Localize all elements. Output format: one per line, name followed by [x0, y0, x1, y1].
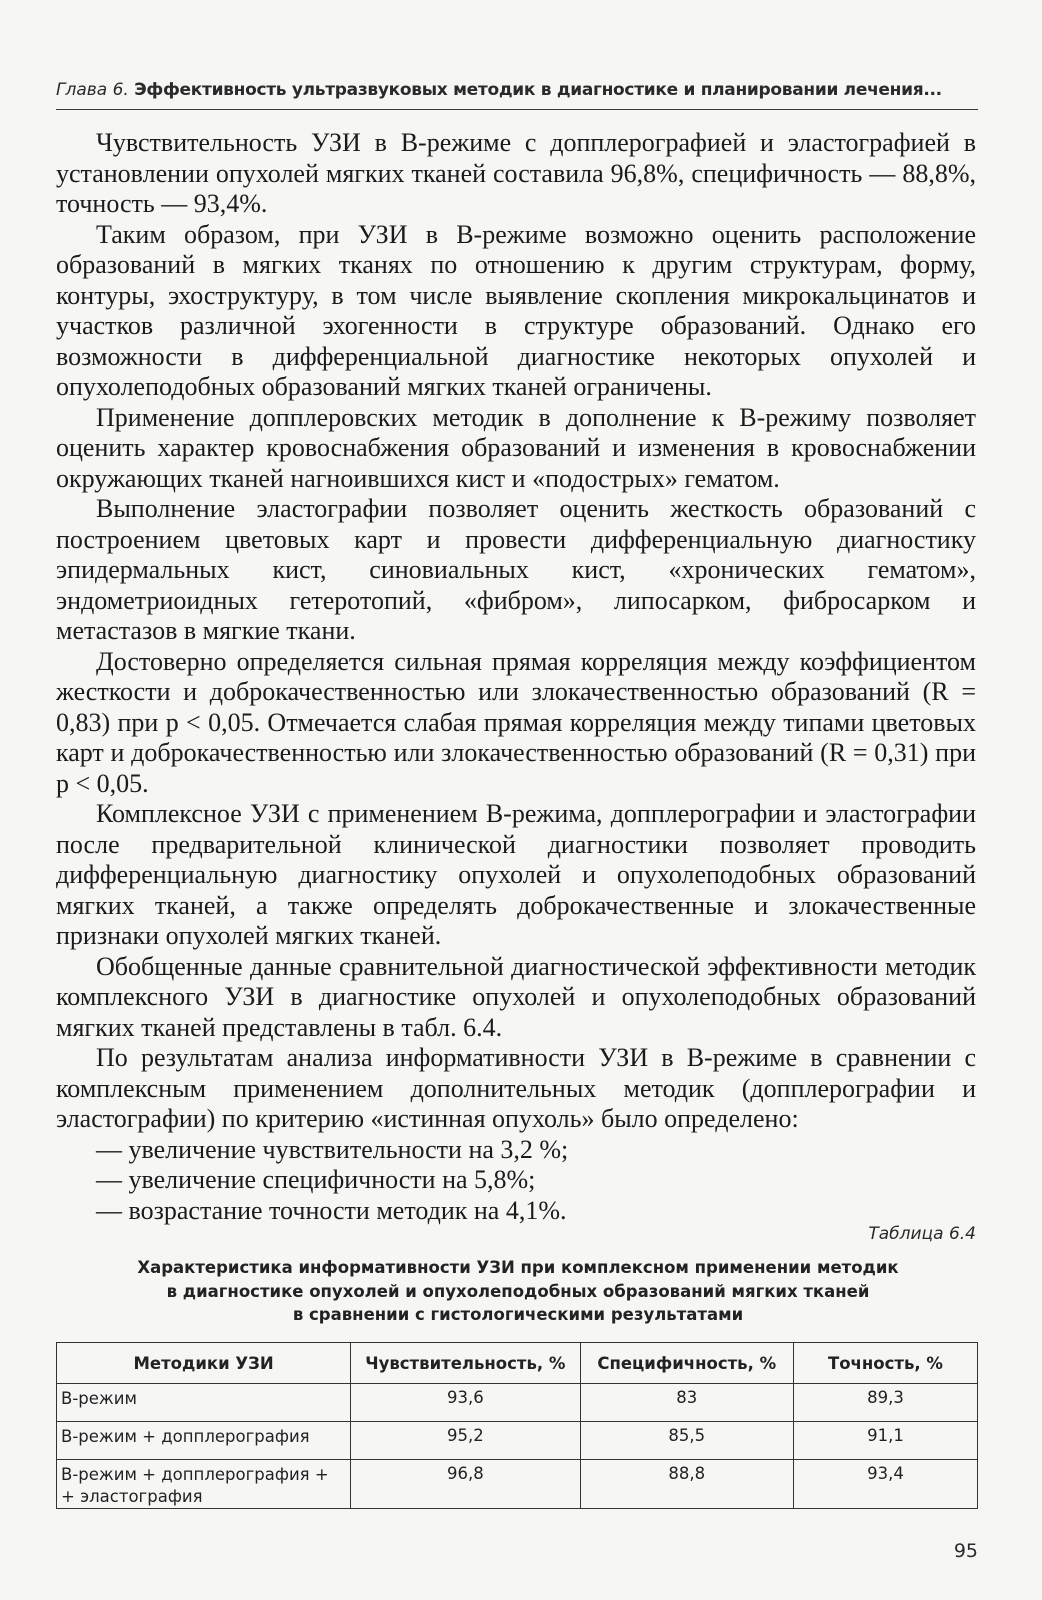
- paragraph: Обобщенные данные сравнительной диагностической эффективности методик комплексного УЗИ в диагностике опухолей и опухолеподобных образований мягких тканей представлены в табл. 6.4.: [56, 951, 976, 1042]
- accuracy-cell: 89,3: [793, 1384, 977, 1422]
- page-number: 95: [953, 1540, 978, 1562]
- efficiency-table: [56, 1342, 978, 1509]
- sensitivity-cell: 95,2: [351, 1422, 580, 1460]
- paragraph: Комплексное УЗИ с применением В-режима, допплерографии и эластографии после предварительной клинической диагностики позволяет проводить дифференциальную диагностику опухолей и опухолеподобных образований мягких тканей, а также определять доброкачественные и злокачественные признаки опухолей мягких тканей.: [56, 799, 976, 950]
- accuracy-cell: 91,1: [793, 1422, 977, 1460]
- table-row: [57, 1422, 978, 1460]
- table-title-line: в диагностике опухолей и опухолеподобных образований мягких тканей: [166, 1281, 870, 1301]
- column-header-specificity: Специфичность, %: [580, 1343, 793, 1384]
- list-item: — возрастание точности методик на 4,1%.: [96, 1195, 567, 1225]
- running-head: [56, 80, 976, 100]
- list-item: — увеличение специфичности на 5,8%;: [96, 1165, 536, 1194]
- method-cell: [57, 1422, 351, 1460]
- body-text: [56, 128, 976, 1226]
- paragraph: Достоверно определяется сильная прямая корреляция между коэффициентом жесткости и доброкачественностью или злокачественностью образований (R = 0,83) при р < 0,05. Отмечается слабая прямая корреляция между типами цветовых карт и доброкачественностью или злокачественностью образований (R = 0,31) при р < 0,05.: [56, 646, 976, 798]
- method-line: В-режим + допплерография +: [61, 1465, 329, 1484]
- method-line: В-режим + допплерография: [61, 1427, 310, 1446]
- chapter-title: Эффективность ультразвуковых методик в диагностике и планировании лечения...: [134, 80, 942, 100]
- column-header-method: Методики УЗИ: [57, 1343, 351, 1384]
- table-title-line: в сравнении с гистологическими результатами: [292, 1305, 744, 1324]
- method-cell: [57, 1460, 351, 1509]
- paragraph: По результатам анализа информативности УЗИ в В-режиме в сравнении с комплексным применением дополнительных методик (допплерографии и эластографии) по критерию «истинная опухоль» было определено:: [56, 1043, 976, 1133]
- specificity-cell: 85,5: [580, 1422, 793, 1460]
- paragraph: Таким образом, при УЗИ в В-режиме возможно оценить расположение образований в мягких тканях по отношению к другим структурам, форму, контуры, эхоструктуру, в том числе выявление скопления микрокальцинатов и участков различной эхогенности в структуре образований. Однако его возможности в дифференциальной диагностике некоторых опухолей и опухолеподобных образований мягких тканей ограничены.: [56, 219, 976, 401]
- method-cell: [57, 1384, 351, 1422]
- table-caption: Таблица 6.4: [868, 1224, 976, 1244]
- list-item: — увеличение чувствительности на 3,2 %;: [96, 1134, 569, 1164]
- specificity-cell: 83: [580, 1384, 793, 1422]
- table-row: [57, 1460, 978, 1509]
- sensitivity-cell: 93,6: [351, 1384, 580, 1422]
- method-line: + эластография: [61, 1487, 203, 1506]
- sensitivity-cell: 96,8: [351, 1460, 580, 1509]
- paragraph: Применение допплеровских методик в дополнение к В-режиму позволяет оценить характер кровоснабжения образований и изменения в кровоснабжении окружающих тканей нагноившихся кист и «подострых» гематом.: [56, 402, 976, 493]
- table-row: [57, 1384, 978, 1422]
- specificity-cell: 88,8: [580, 1460, 793, 1509]
- chapter-label: Глава 6.: [56, 80, 129, 100]
- column-header-accuracy: Точность, %: [793, 1343, 977, 1384]
- table-title: [70, 1256, 966, 1327]
- accuracy-cell: 93,4: [793, 1460, 977, 1509]
- table-title-line: Характеристика информативности УЗИ при комплексном применении методик: [137, 1258, 899, 1277]
- findings-list: [56, 1135, 976, 1227]
- table-header-row: [57, 1343, 978, 1384]
- paragraph: Выполнение эластографии позволяет оценить жесткость образований с построением цветовых карт и провести дифференциальную диагностику эпидермальных кист, синовиальных кист, «хронических гематом», эндометриоидных гетеротопий, «фибром», липосарком, фибросарком и метастазов в мягкие ткани.: [56, 494, 976, 645]
- header-rule: [56, 109, 978, 110]
- method-line: В-режим: [61, 1389, 137, 1408]
- column-header-sensitivity: Чувствительность, %: [351, 1343, 580, 1384]
- paragraph: Чувствительность УЗИ в В-режиме с допплерографией и эластографией в установлении опухолей мягких тканей составила 96,8%, специфичность — 88,8%, точность — 93,4%.: [56, 128, 976, 218]
